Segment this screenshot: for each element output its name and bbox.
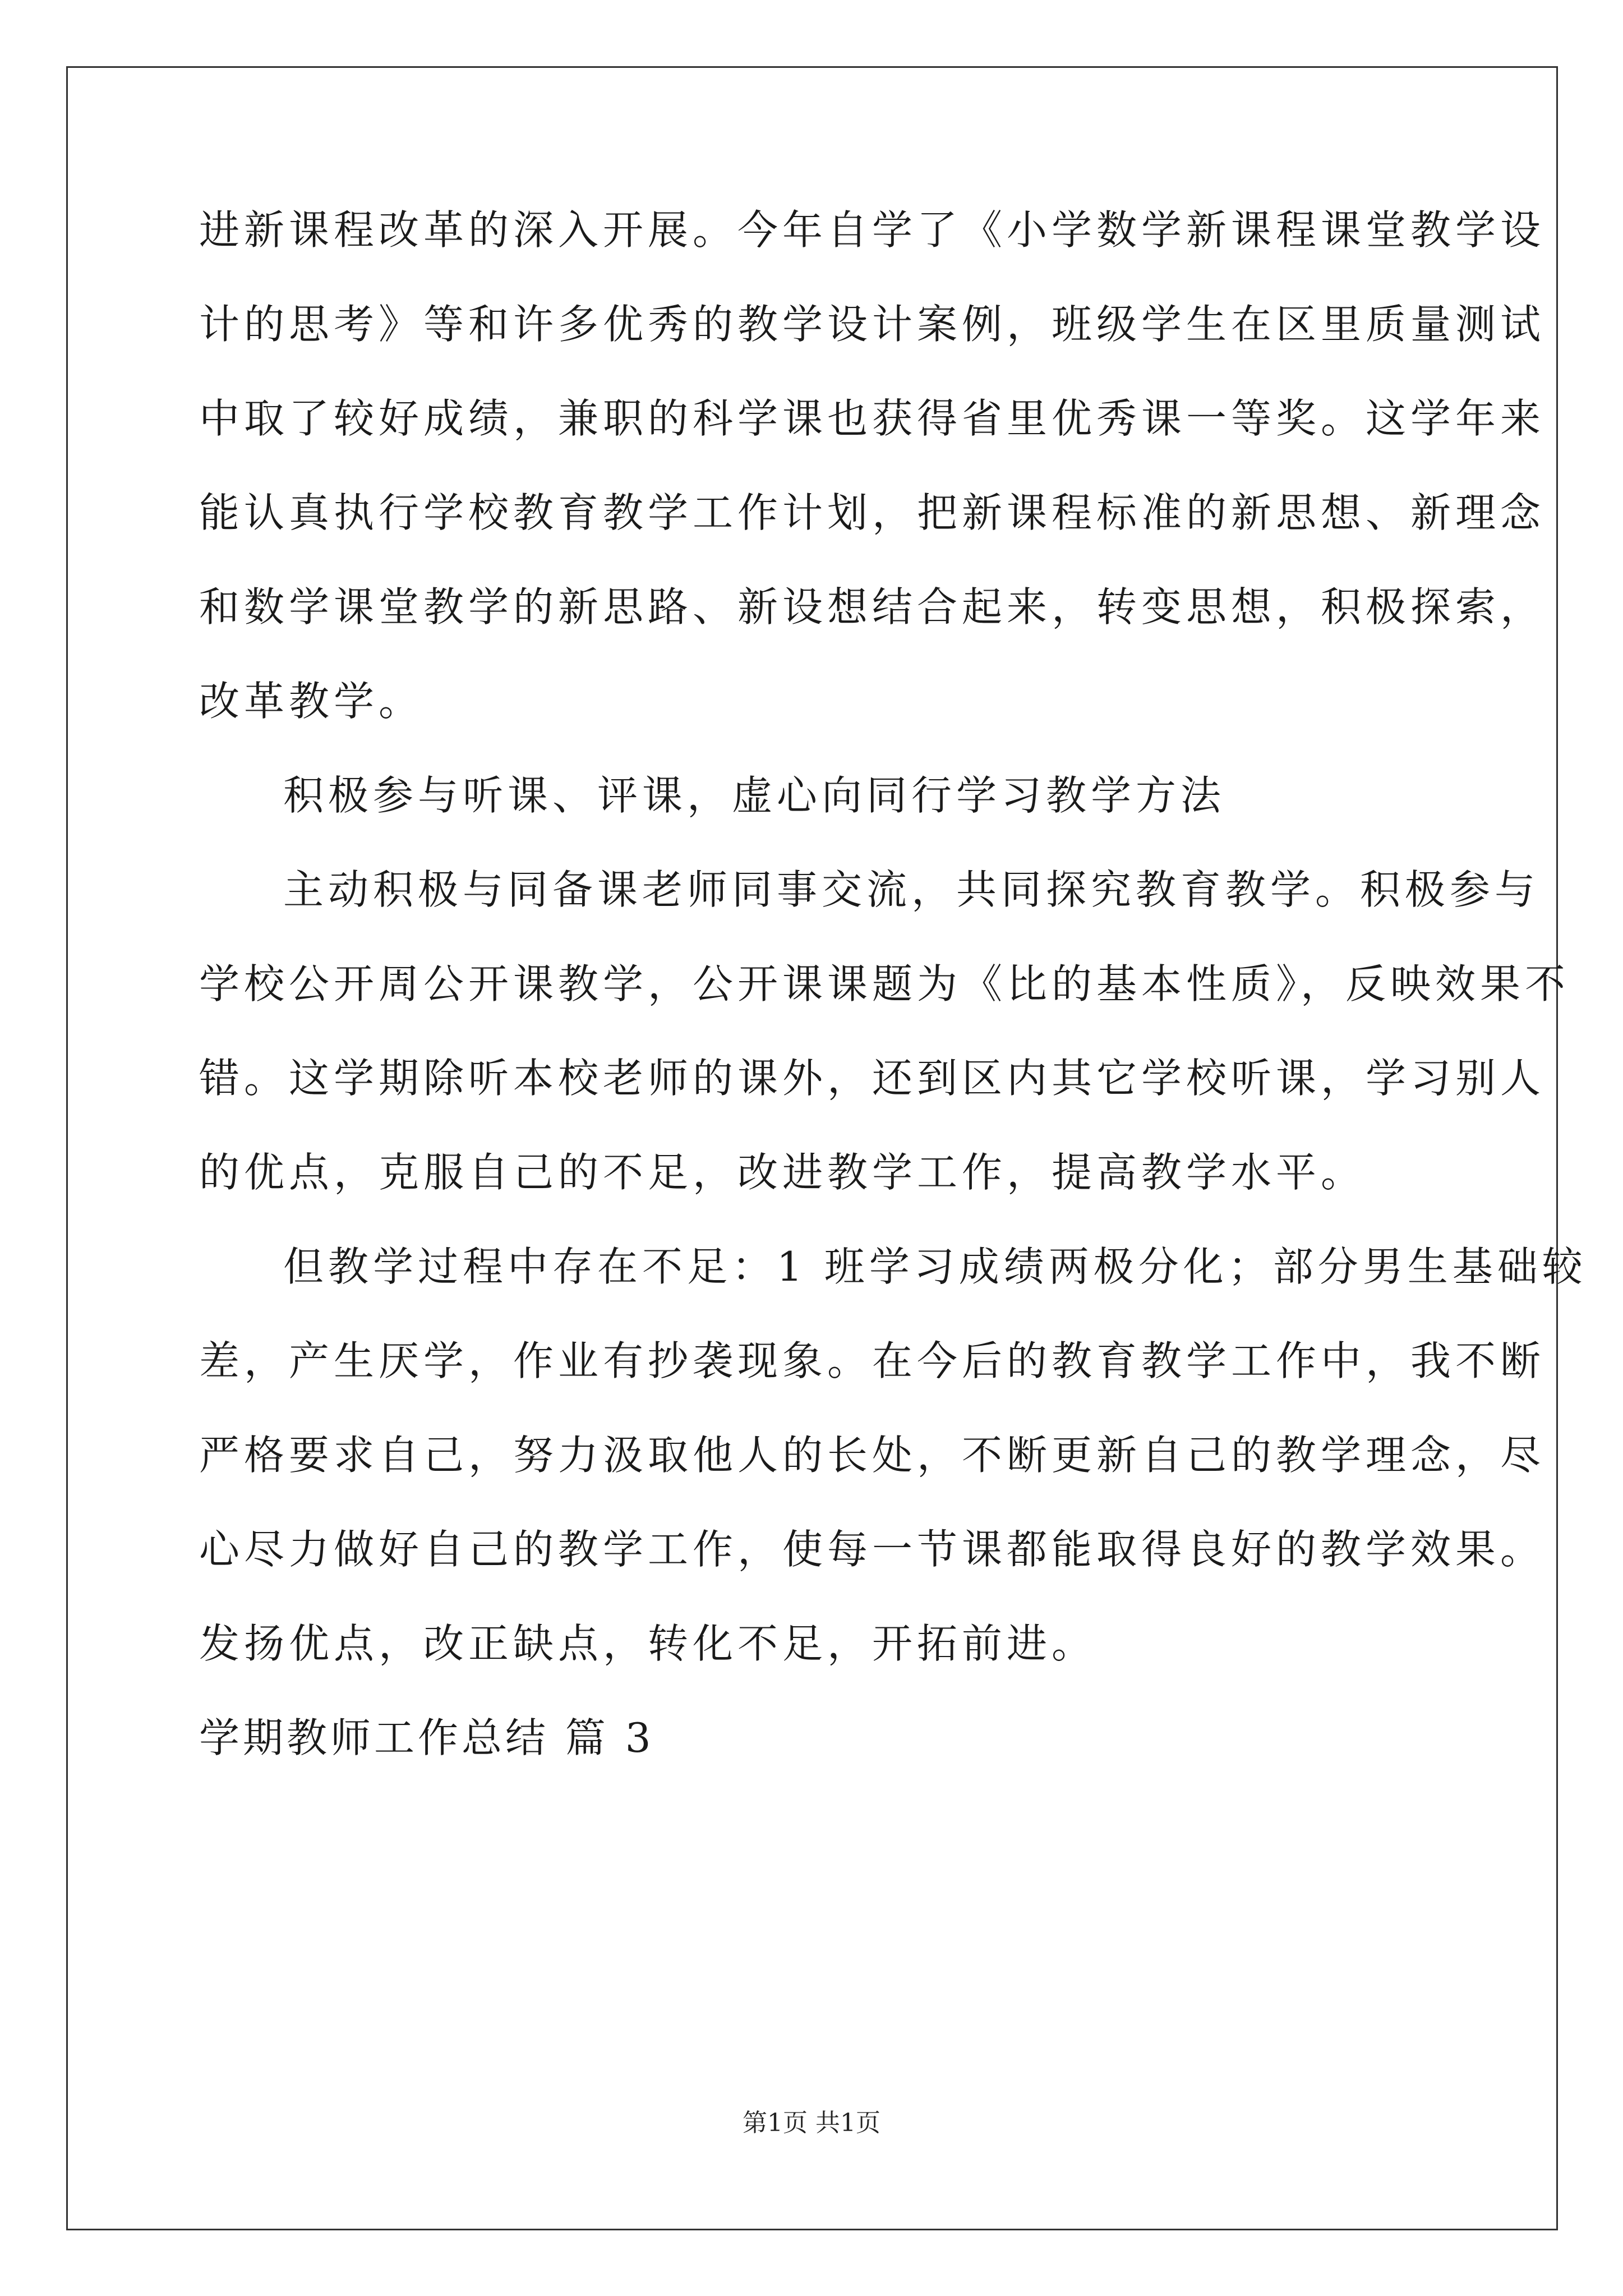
- paragraph-line: 改革教学。: [199, 678, 424, 725]
- paragraph-line: 的优点，克服自己的不足，改进教学工作，提高教学水平。: [199, 1149, 1366, 1196]
- paragraph-line: 和数学课堂教学的新思路、新设想结合起来，转变思想，积极探索，: [199, 583, 1546, 631]
- paragraph-line: 严格要求自己，努力汲取他人的长处，不断更新自己的教学理念，尽: [199, 1432, 1546, 1479]
- paragraph-line: 差，产生厌学，作业有抄袭现象。在今后的教育教学工作中，我不断: [199, 1337, 1546, 1384]
- paragraph-line: 进新课程改革的深入开展。今年自学了《小学数学新课程课堂教学设: [199, 206, 1546, 254]
- paragraph-line: 学校公开周公开课教学，公开课课题为《比的基本性质》，反映效果不: [199, 960, 1570, 1007]
- paragraph-line: 错。这学期除听本校老师的课外，还到区内其它学校听课，学习别人: [199, 1055, 1546, 1102]
- paragraph-line: 发扬优点，改正缺点，转化不足，开拓前进。: [199, 1620, 1097, 1667]
- section-title: 学期教师工作总结 篇 3: [199, 1714, 654, 1761]
- paragraph-line: 心尽力做好自己的教学工作，使每一节课都能取得良好的教学效果。: [199, 1526, 1546, 1573]
- paragraph-line: 中取了较好成绩，兼职的科学课也获得省里优秀课一等奖。这学年来: [199, 395, 1546, 442]
- paragraph-line: 主动积极与同备课老师同事交流，共同探究教育教学。积极参与: [283, 866, 1540, 913]
- section-heading: 积极参与听课、评课，虚心向同行学习教学方法: [283, 772, 1226, 819]
- paragraph-line: 但教学过程中存在不足：1 班学习成绩两极分化；部分男生基础较: [283, 1243, 1587, 1290]
- paragraph-line: 能认真执行学校教育教学工作计划，把新课程标准的新思想、新理念: [199, 489, 1546, 536]
- page-footer: 第1页 共1页: [743, 2109, 880, 2137]
- paragraph-line: 计的思考》等和许多优秀的教学设计案例，班级学生在区里质量测试: [199, 301, 1546, 348]
